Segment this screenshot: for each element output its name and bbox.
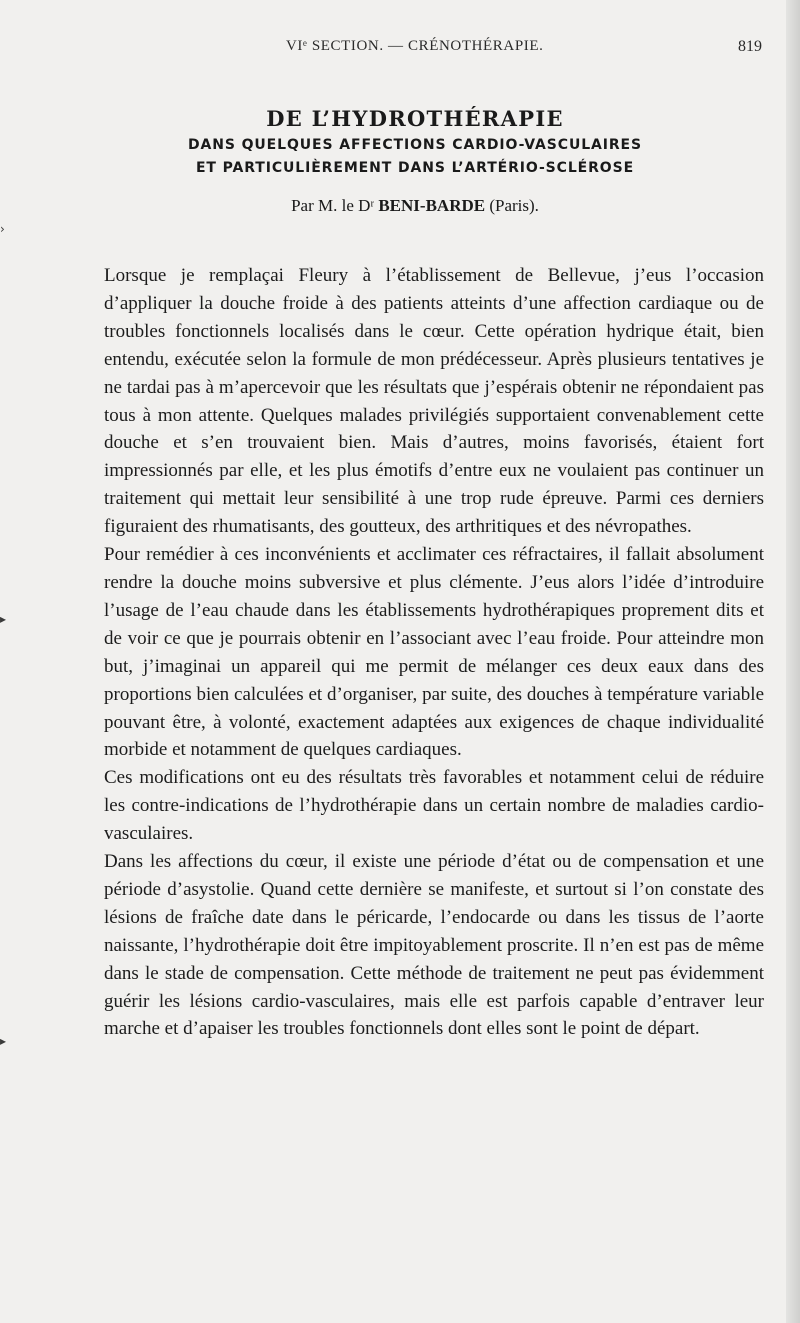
article-subtitle-line-2: ET PARTICULIÈREMENT DANS L’ARTÉRIO-SCLÉROSE — [195, 160, 635, 176]
article-heading — [0, 104, 800, 218]
paragraph: Pour remédier à ces inconvénients et acclimater ces réfractaires, il fallait absolument rendre la douche moins subversive et plus clémente. J’eus alors l’idée d’introduire l’usage de l’eau chaude dans les établissements hydrothérapiques proprement dits et de voir ce que je pourrais obtenir en l’associant avec l’eau froide. Pour atteindre mon but, j’imaginai un appareil qui me permit de mélanger ces deux eaux dans des proportions bien calculées et d’organiser, par suite, des douches à température variable pouvant être, à volonté, exactement adaptées aux exigences de chaque individualité morbide et notamment de quelques cardiaques. — [104, 544, 764, 761]
page-number: 819 — [738, 38, 762, 55]
article-title: DE L’HYDROTHÉRAPIE — [266, 106, 564, 131]
running-head-title: VIᵉ SECTION. — CRÉNOTHÉRAPIE. — [286, 38, 544, 54]
paragraph: Ces modifications ont eu des résultats très favorables et notamment celui de réduire les contre-indications de l’hydrothérapie dans un certain nombre de maladies cardio-vasculaires. — [104, 767, 764, 845]
article-body — [104, 262, 764, 1043]
byline-prefix: Par M. le Dʳ — [291, 196, 375, 215]
byline — [0, 194, 800, 218]
margin-mark-icon: ▸ — [0, 612, 7, 626]
margin-mark-icon: › — [0, 222, 5, 236]
running-head — [0, 34, 800, 60]
paragraph: Lorsque je remplaçai Fleury à l’établissement de Bellevue, j’eus l’occasion d’appliquer la douche froide à des patients atteints d’une affection cardiaque ou de troubles fonctionnels localisés dans le cœur. Cette opération hydrique était, bien entendu, exécutée selon la formule de mon prédécesseur. Après plusieurs tentatives je ne tardai pas à m’apercevoir que les résultats que j’espérais obtenir ne répondaient pas tous à mon attente. Quelques malades privilégiés supportaient convenablement cette douche et s’en trouvaient bien. Mais d’autres, moins favorisés, étaient fort impressionnés par elle, et les plus émotifs d’entre eux ne voulaient pas continuer un traitement qui mettait leur sensibilité à une trop rude épreuve. Parmi ces derniers figuraient des rhumatisants, des goutteux, des arthritiques et des névropathes. — [104, 265, 764, 538]
paragraph: Dans les affections du cœur, il existe une période d’état ou de compensation et une période d’asystolie. Quand cette dernière se manifeste, et surtout si l’on constate des lésions de fraîche date dans le péricarde, l’endocarde ou dans les tissus de l’aorte naissante, l’hydrothérapie doit être impitoyablement proscrite. Il n’en est pas de même dans le stade de compensation. Cette méthode de traitement ne peut pas évidemment guérir les lésions cardio-vasculaires, mais elle est parfois capable d’entraver leur marche et d’apaiser les troubles fonctionnels dont elles sont le point de départ. — [104, 851, 764, 1040]
author-location: (Paris). — [489, 196, 539, 215]
author-name: BENI-BARDE — [378, 196, 486, 215]
margin-mark-icon: ▸ — [0, 1034, 7, 1048]
article-subtitle-line-1: DANS QUELQUES AFFECTIONS CARDIO-VASCULAIRES — [187, 137, 643, 153]
